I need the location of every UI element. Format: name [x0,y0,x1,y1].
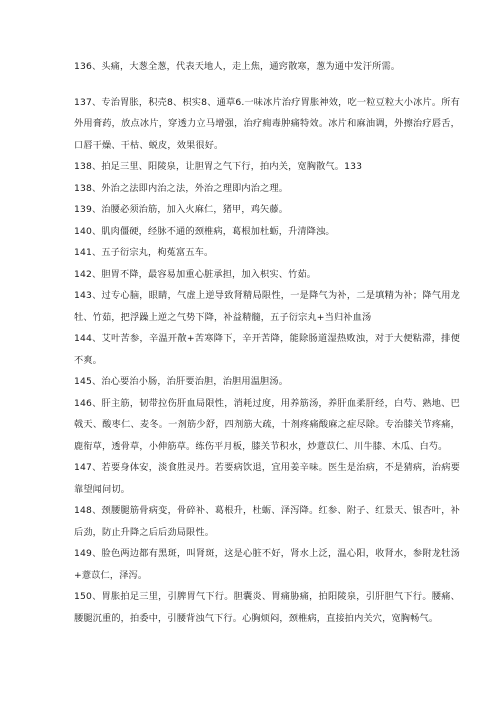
paragraph-150: 150、胃胀拍足三里，引脾胃气下行。胆囊炎、胃痛胁痛，拍阳陵泉，引肝胆气下行。腰痛、腰腿沉重的，拍委中，引腰背浊气下行。心胸烦闷，颈椎病，直接拍内关穴，宽胸畅气。 [74,591,460,624]
paragraph-138b: 138、外治之法即内治之法，外治之理即内治之理。 [74,182,289,194]
paragraph-gap [74,78,460,92]
paragraph-143: 143、过专心脑，眼睛，气虚上逆导致肾精局限性，一是降气为补，二是填精为补；降气用龙牡、竹茹，把浮躁上逆之气势下降，补益精髓，五子衍宗丸+当归补血汤 [74,290,460,323]
paragraph-148: 148、颈腰腿筋骨病变，骨碎补、葛根升，杜蛎、泽泻降。红参、附子、红景天、银杏叶，补后劲，防止升降之后后劲局限性。 [74,505,460,538]
paragraph-140: 140、肌肉僵硬，经脉不通的颈椎病，葛根加杜蛎，升清降浊。 [74,225,335,237]
paragraph-136: 136、头痛，大葱全葱，代表天地人，走上焦，通窍散寒，葱为通中发汗所需。 [74,61,401,72]
paragraph-145: 145、治心要治小肠，治肝要治胆，治胆用温胆汤。 [74,376,289,387]
paragraph-149: 149、脸色两边都有黑斑，叫肾斑，这是心脏不好，肾水上泛，温心阳，收肾水，参附龙牡汤+薏苡仁，泽泻。 [74,548,460,581]
paragraph-141: 141、五子衍宗丸，枸菟富五车。 [74,247,214,258]
paragraph-146: 146、肝主筋，韧带拉伤肝血局限性，消耗过度，用养筋汤，养肝血柔肝经，白芍、熟地、巴戟天、酸枣仁、麦冬。一剂筋少舒，四剂筋大疏，十剂疼痛酸麻之症尽除。专治膝关节疼痛，鹿衔草，透骨草，小伸筋草。练伤平月板，膝关节积水，炒薏苡仁、川牛膝、木瓜、白芍。 [74,397,460,452]
paragraph-139: 139、治腰必须治筋，加入火麻仁，猪甲，鸡矢藤。 [74,204,289,215]
paragraph-147: 147、若要身体安，淡食胜灵丹。若要病饮退，宜用姜辛味。医生是治病，不是猜病，治病要靠望闻问切。 [74,462,460,495]
paragraph-137: 137、专治胃胀，积壳8、枳实8、通草6.一味冰片治疗胃胀神效，吃一粒豆粒大小冰片。所有外用膏药，放点冰片，穿透力立马增强，治疗痈毒肿痛特效。冰片和麻油调，外擦治疗唇舌，口唇干燥、干枯、蜕皮，效果很好。 [74,96,460,151]
paragraph-138a: 138、拍足三里、阳陵泉，让胆胃之气下行，拍内关，宽胸散气。133 [74,161,363,172]
paragraph-142: 142、胆胃不降，最容易加重心脏承担，加入枳实、竹茹。 [74,268,317,280]
paragraph-144: 144、艾叶苦参，辛温开散+苦寒降下，辛开苦降，能除肠道湿热败浊，对于大便粘滞，排便不爽。 [74,333,460,366]
